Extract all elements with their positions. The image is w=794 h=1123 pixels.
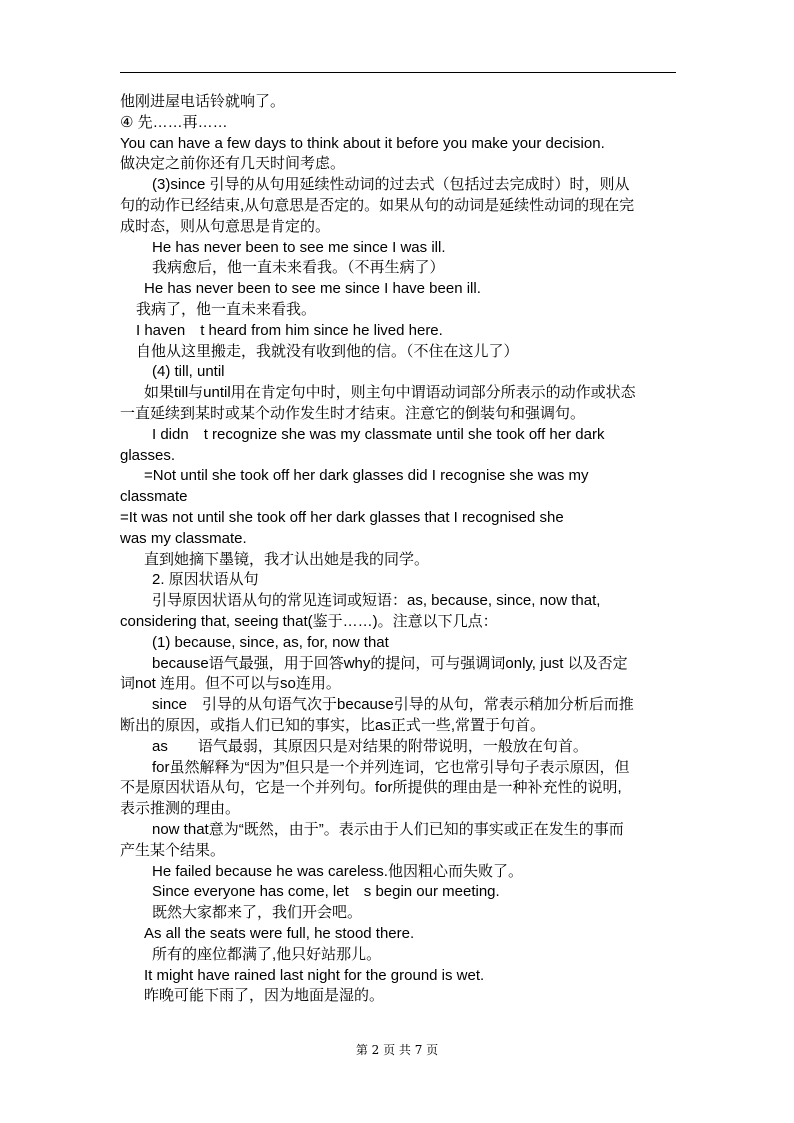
text-line: for虽然解释为“因为”但只是一个并列连词，它也常引导句子表示原因，但 (152, 758, 630, 776)
text-line: You can have a few days to think about it before you make your decision. (120, 134, 605, 152)
text-line: 成时态，则从句意思是肯定的。 (120, 217, 331, 235)
text-line: 直到她摘下墨镜，我才认出她是我的同学。 (144, 550, 430, 568)
text-line: 他刚进屋电话铃就响了。 (120, 93, 286, 110)
text-line: It might have rained last night for the ground is wet. (144, 966, 485, 984)
text-line: 自他从这里搬走，我就没有收到他的信。（不住在这儿了） (136, 342, 519, 360)
text-line: 句的动作已经结束,从句意思是否定的。如果从句的动词是延续性动词的现在完 (120, 197, 635, 214)
text-line: 既然大家都来了，我们开会吧。 (152, 904, 363, 922)
text-line: considering that, seeing that(鉴于……)。注意以下几点： (120, 613, 498, 630)
text-line: was my classmate. (120, 529, 247, 547)
text-line: (3)since 引导的从句用延续性动词的过去式（包括过去完成时）时，则从 (152, 176, 630, 194)
text-line: As all the seats were full, he stood there. (144, 925, 415, 942)
text-line: (4) till, until (152, 363, 225, 381)
text-line: glasses. (120, 446, 176, 464)
text-line: Since everyone has come, let s begin our meeting. (152, 883, 500, 901)
text-line: 断出的原因，或指人们已知的事实，比as正式一些,常置于句首。 (120, 717, 546, 734)
text-line: 昨晚可能下雨了，因为地面是湿的。 (144, 987, 385, 1005)
text-line: 做决定之前你还有几天时间考虑。 (120, 155, 346, 173)
text-line: 产生某个结果。 (120, 841, 226, 859)
text-line: He failed because he was careless.他因粗心而失败了。 (152, 862, 523, 880)
text-line: 所有的座位都满了,他只好站那儿。 (152, 945, 382, 963)
text-line: (1) because, since, as, for, now that (152, 633, 389, 651)
text-line: since 引导的从句语气次于because引导的从句，常表示稍加分析后而推 (152, 696, 634, 714)
text-line: 如果till与until用在肯定句中时，则主句中谓语动词部分所表示的动作或状态 (144, 384, 636, 402)
text-line: because语气最强，用于回答why的提问，可与强调词only, just 以及否定 (152, 654, 628, 672)
text-line: He has never been to see me since I was ill. (152, 238, 446, 256)
text-line: 词not 连用。但不可以与so连用。 (120, 675, 341, 693)
page-footer: 第 2 页 共 7 页 (355, 1043, 439, 1057)
text-line: ④ 先……再…… (120, 113, 228, 131)
text-line: 表示推测的理由。 (120, 800, 241, 818)
text-line: now that意为“既然，由于”。表示由于人们已知的事实或正在发生的事而 (152, 821, 624, 838)
text-line: 我病愈后，他一直未来看我。（不再生病了） (152, 259, 445, 277)
text-line: 我病了，他一直未来看我。 (136, 301, 317, 318)
text-line: =Not until she took off her dark glasses did I recognise she was my (144, 467, 589, 485)
text-line: I didn t recognize she was my classmate until she took off her dark (152, 425, 605, 443)
text-line: 引导原因状语从句的常见连词或短语：as, because, since, now that, (152, 592, 601, 610)
text-line: 不是原因状语从句，它是一个并列句。for所提供的理由是一种补充性的说明, (120, 779, 622, 797)
text-line: classmate (120, 488, 188, 506)
text-line: 2. 原因状语从句 (152, 571, 259, 589)
text-line: as 语气最弱，其原因只是对结果的附带说明，一般放在句首。 (152, 737, 588, 755)
header-rule (120, 72, 676, 73)
text-line: 一直延续到某时或某个动作发生时才结束。注意它的倒装句和强调句。 (120, 405, 586, 422)
text-line: I haven t heard from him since he lived here. (136, 321, 443, 339)
text-line: =It was not until she took off her dark glasses that I recognised she (120, 509, 564, 526)
text-line: He has never been to see me since I have been ill. (144, 280, 481, 298)
